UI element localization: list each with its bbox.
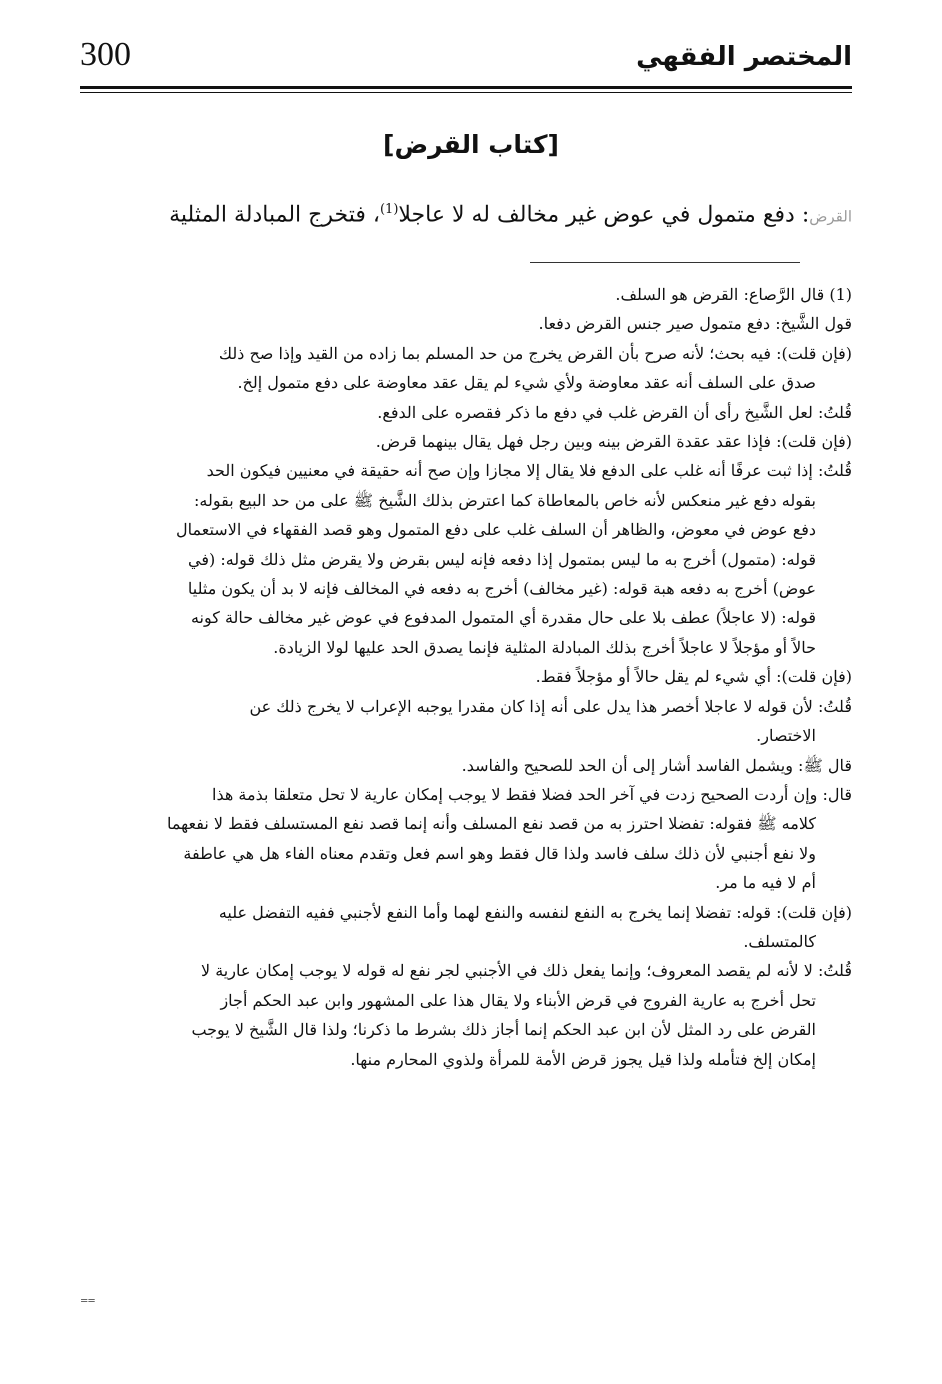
footnote-line: أم لا فيه ما مر. (715, 873, 816, 893)
footnote-line: (فإن قلت): فإذا عقد عقدة القرض بينه وبين رجل فهل يقال بينهما قرض. (375, 432, 852, 452)
footnote-line: قُلتُ: لأن قوله لا عاجلا أخصر هذا يدل على أنه إذا كان مقدرا يوجبه الإعراب لا يخرج ذلك عن (249, 696, 852, 716)
footnote-line: تحل أخرج به عارية الفروج في قرض الأبناء ولا يقال هذا على المشهور وابن عبد الحكم أجاز (220, 990, 816, 1010)
main-text-lead: القرض (809, 207, 852, 226)
footnote-line: ولا نفع أجنبي لأن ذلك سلف فاسد ولذا قال فقط وهو اسم فعل وتقدم معناه الفاء هل هي عاطفة (183, 843, 816, 863)
footnote-line: (فإن قلت): فيه بحث؛ لأنه صرح بأن القرض يخرج من حد المسلم بما زاده من القيد وإذا صح ذلك (218, 343, 852, 363)
footnote-line: قُلتُ: لعل الشَّيخ رأى أن القرض غلب في دفع ما ذكر فقصره على الدفع. (377, 402, 852, 422)
page-header (80, 32, 852, 80)
footnote-line: (فإن قلت): قوله: تفضلا إنما يخرج به النفع لنفسه والنفع لهما وأما النفع لأجنبي ففيه التفضل عليه (218, 902, 852, 922)
footnote-line: قوله: (لا عاجلاً) عطف بلا على حال مقدرة أي المتمول المدفوع في عوض غير مخالف حالة كونه (190, 608, 816, 628)
footnote-line: صدق على السلف أنه عقد معاوضة ولأي شيء لم يقل عقد معاوضة على دفع متمول إلخ. (237, 373, 816, 393)
footnote-line: كلامه ﷺ فقوله: تفضلا احترز به من قصد نفع المسلف وأنه إنما قصد نفع المستسلف فقط لا نفعهما (167, 814, 816, 834)
footnote-line: إمكان إلخ فتأمله ولذا قيل يجوز قرض الأمة للمرأة ولذوي المحارم منها. (350, 1049, 816, 1069)
footnote-line: بقوله دفع غير منعكس لأنه خاص بالمعاطاة كما اعترض بذلك الشَّيخ ﷺ على من حد البيع بقوله: (194, 490, 816, 510)
continuation-mark: == (80, 1296, 95, 1307)
footnote-line: (فإن قلت): أي شيء لم يقل حالاً أو مؤجلاً فقط. (535, 667, 852, 687)
footnote-line: عوض) أخرج به دفعه هبة قوله: (غير مخالف) أخرج به دفعه في المخالف فإنه لا بد أن يكون مثليا (187, 579, 816, 599)
main-text-tail: ، فتخرج المبادلة المثلية (169, 202, 380, 228)
footnote-line: حالاً أو مؤجلاً لا عاجلاً أخرج بذلك المبادلة المثلية فإنما يصدق الحد عليها لولا الزيادة. (273, 637, 816, 657)
footnote-line: قال ﷺ: ويشمل الفاسد أشار إلى أن الحد للصحيح والفاسد. (461, 755, 852, 775)
footnote-line: دفع عوض في معوض، والظاهر أن السلف غلب على دفع المتمول وهو قصد الفقهاء في الاستعمال (175, 520, 816, 540)
footnote-line: (1) قال الرَّصاع: القرض هو السلف. (615, 285, 852, 304)
footnotes (80, 280, 852, 1074)
footnote-line: القرض على رد المثل لأن ابن عبد الحكم إنما أجاز ذلك بشرط ما ذكرنا؛ ولذا قال الشَّيخ لا يوجب (191, 1020, 816, 1040)
footnote-line: قال: وإن أردت الصحيح زدت في آخر الحد فضلا فقط لا يوجب إمكان عارية لا تحل متعلقا بذمة هذا (212, 784, 852, 804)
footnote-line: كالمتسلف. (743, 931, 816, 951)
main-text-body: : دفع متمول في عوض غير مخالف له لا عاجلا (398, 202, 810, 228)
main-text (80, 188, 852, 238)
book-title: المختصر الفقهي (636, 42, 852, 72)
footnote-line: قول الشَّيخ: دفع متمول صير جنس القرض دفعا. (538, 314, 852, 334)
footnote-line: الاختصار. (756, 726, 816, 746)
chapter-title: [كتاب القرض] (383, 130, 559, 159)
header-rule (80, 86, 852, 93)
footnote-line: قُلتُ: لا لأنه لم يقصد المعروف؛ وإنما يفعل ذلك في الأجنبي لجر نفع له قوله لا يوجب إمكان عارية لا (200, 961, 852, 981)
footnote-line: قوله: (متمول) أخرج به ما ليس بمتمول إذا دفعه فإنه ليس بقرض ولا يقرض مثل ذلك قوله: (في (188, 549, 816, 569)
page-number: 300 (80, 36, 131, 73)
footnote-line: قُلتُ: إذا ثبت عرفًا أنه غلب على الدفع فلا يقال إلا مجازا وإن صح أنه حقيقة في معنيين فيكون الحد (206, 461, 852, 481)
footnote-separator (530, 262, 800, 263)
footnote-ref[interactable]: (1) (379, 202, 399, 217)
